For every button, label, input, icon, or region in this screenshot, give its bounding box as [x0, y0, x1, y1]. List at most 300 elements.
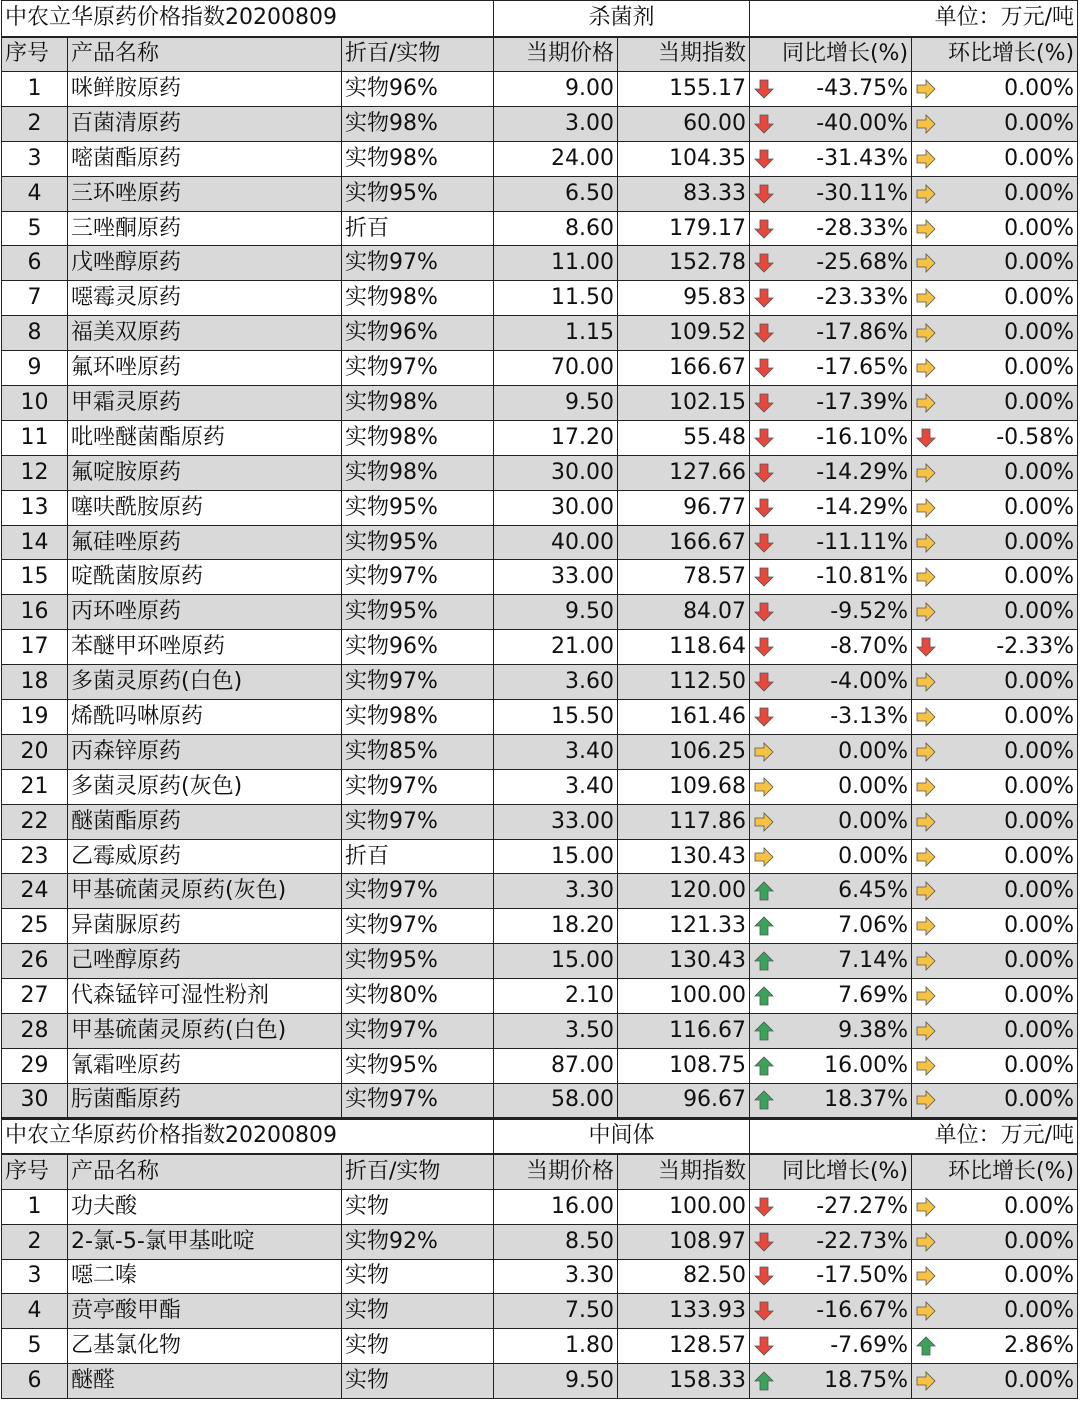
arrow-right-icon [915, 357, 937, 379]
yoy-change [750, 630, 912, 665]
mom-change [912, 944, 1078, 979]
product-name: 丙环唑原药 [68, 595, 342, 630]
yoy-change-value: -31.43% [816, 145, 909, 171]
header-yoy: 同比增长(%) [750, 1154, 912, 1189]
current-price: 6.50 [494, 176, 618, 211]
column-header-row [2, 37, 1078, 72]
arrow-right-icon [915, 322, 937, 344]
row-index: 18 [2, 665, 68, 700]
current-index: 95.83 [618, 281, 750, 316]
column-header-row [2, 1154, 1078, 1189]
mom-change [912, 316, 1078, 351]
table-row [2, 1364, 1078, 1399]
arrow-right-icon [915, 462, 937, 484]
mom-change-value: 0.00% [1004, 983, 1075, 1009]
product-name: 三环唑原药 [68, 176, 342, 211]
current-price: 18.20 [494, 909, 618, 944]
arrow-right-icon [915, 1089, 937, 1111]
yoy-change [750, 979, 912, 1014]
mom-change [912, 525, 1078, 560]
row-index: 9 [2, 351, 68, 386]
product-name: 多菌灵原药(白色) [68, 665, 342, 700]
product-name: 百菌清原药 [68, 106, 342, 141]
arrow-right-icon [915, 776, 937, 798]
purity-type: 实物97% [342, 804, 494, 839]
purity-type: 实物92% [342, 1224, 494, 1259]
current-index: 108.97 [618, 1224, 750, 1259]
mom-change-value: 0.00% [1004, 1193, 1075, 1219]
yoy-change-value: -8.70% [830, 634, 909, 660]
current-price: 3.50 [494, 1014, 618, 1049]
arrow-right-icon [915, 252, 937, 274]
mom-change-value: 0.00% [1004, 145, 1075, 171]
current-price: 30.00 [494, 455, 618, 490]
mom-change-value: 0.00% [1004, 878, 1075, 904]
current-index: 112.50 [618, 665, 750, 700]
row-index: 28 [2, 1014, 68, 1049]
yoy-change [750, 700, 912, 735]
arrow-right-icon [753, 846, 775, 868]
current-price: 15.00 [494, 944, 618, 979]
purity-type: 实物98% [342, 420, 494, 455]
table-row [2, 176, 1078, 211]
row-index: 3 [2, 141, 68, 176]
yoy-change [750, 525, 912, 560]
current-index: 83.33 [618, 176, 750, 211]
yoy-change [750, 316, 912, 351]
table-row [2, 246, 1078, 281]
current-price: 16.00 [494, 1189, 618, 1224]
mom-change [912, 490, 1078, 525]
arrow-up-icon [753, 915, 775, 937]
arrow-right-icon [753, 776, 775, 798]
yoy-change-value: -11.11% [816, 529, 909, 555]
arrow-down-icon [753, 252, 775, 274]
yoy-change-value: -4.00% [830, 669, 909, 695]
product-name: 三唑酮原药 [68, 211, 342, 246]
purity-type: 实物95% [342, 525, 494, 560]
table-row [2, 316, 1078, 351]
product-name: 代森锰锌可湿性粉剂 [68, 979, 342, 1014]
product-name: 醚醛 [68, 1364, 342, 1399]
product-name: 苯醚甲环唑原药 [68, 630, 342, 665]
arrow-right-icon [915, 1300, 937, 1322]
mom-change-value: 0.00% [1004, 773, 1075, 799]
purity-type: 实物 [342, 1329, 494, 1364]
purity-type: 实物96% [342, 72, 494, 107]
mom-change [912, 979, 1078, 1014]
current-price: 8.50 [494, 1224, 618, 1259]
current-index: 179.17 [618, 211, 750, 246]
mom-change [912, 1189, 1078, 1224]
mom-change [912, 665, 1078, 700]
table-row [2, 141, 1078, 176]
header-index: 序号 [2, 37, 68, 72]
table-row [2, 211, 1078, 246]
current-index: 166.67 [618, 351, 750, 386]
row-index: 7 [2, 281, 68, 316]
yoy-change [750, 734, 912, 769]
product-name: 乙基氯化物 [68, 1329, 342, 1364]
arrow-right-icon [753, 741, 775, 763]
mom-change [912, 72, 1078, 107]
product-name: 丙森锌原药 [68, 734, 342, 769]
mom-change-value: 0.00% [1004, 669, 1075, 695]
current-index: 120.00 [618, 874, 750, 909]
arrow-up-icon [753, 880, 775, 902]
mom-change [912, 1048, 1078, 1083]
row-index: 19 [2, 700, 68, 735]
table-row [2, 455, 1078, 490]
table-row [2, 1083, 1078, 1118]
yoy-change [750, 1329, 912, 1364]
mom-change-value: 0.00% [1004, 529, 1075, 555]
row-index: 2 [2, 1224, 68, 1259]
mom-change-value: 0.00% [1004, 738, 1075, 764]
header-price: 当期价格 [494, 37, 618, 72]
arrow-right-icon [915, 985, 937, 1007]
mom-change [912, 630, 1078, 665]
mom-change [912, 1014, 1078, 1049]
row-index: 10 [2, 386, 68, 421]
current-price: 30.00 [494, 490, 618, 525]
arrow-up-icon [753, 985, 775, 1007]
header-mom: 环比增长(%) [912, 37, 1078, 72]
current-price: 58.00 [494, 1083, 618, 1118]
yoy-change [750, 141, 912, 176]
yoy-change-value: -3.13% [830, 703, 909, 729]
row-index: 2 [2, 106, 68, 141]
arrow-down-icon [753, 218, 775, 240]
current-price: 3.30 [494, 874, 618, 909]
current-index: 109.52 [618, 316, 750, 351]
row-index: 13 [2, 490, 68, 525]
table-row [2, 1294, 1078, 1329]
row-index: 8 [2, 316, 68, 351]
yoy-change [750, 1364, 912, 1399]
purity-type: 实物98% [342, 455, 494, 490]
yoy-change-value: -17.39% [816, 389, 909, 415]
row-index: 5 [2, 211, 68, 246]
row-index: 26 [2, 944, 68, 979]
purity-type: 实物98% [342, 141, 494, 176]
yoy-change [750, 176, 912, 211]
mom-change-value: 0.00% [1004, 215, 1075, 241]
current-index: 117.86 [618, 804, 750, 839]
category-label: 杀菌剂 [494, 1, 750, 37]
row-index: 15 [2, 560, 68, 595]
price-index-sheet [1, 0, 1079, 1399]
header-price: 当期价格 [494, 1154, 618, 1189]
arrow-right-icon [915, 183, 937, 205]
mom-change-value: 0.00% [1004, 285, 1075, 311]
mom-change [912, 211, 1078, 246]
product-name: 功夫酸 [68, 1189, 342, 1224]
sheet-title: 中农立华原药价格指数20200809 [2, 1118, 494, 1154]
product-name: 嘧菌酯原药 [68, 141, 342, 176]
arrow-right-icon [915, 287, 937, 309]
header-index: 序号 [2, 1154, 68, 1189]
product-name: 醚菌酯原药 [68, 804, 342, 839]
table-row [2, 560, 1078, 595]
mom-change-value: 2.86% [1004, 1333, 1075, 1359]
yoy-change-value: -14.29% [816, 459, 909, 485]
current-price: 33.00 [494, 560, 618, 595]
purity-type: 折百 [342, 211, 494, 246]
yoy-change-value: -10.81% [816, 564, 909, 590]
product-name: 吡唑醚菌酯原药 [68, 420, 342, 455]
arrow-right-icon [915, 1265, 937, 1287]
current-price: 24.00 [494, 141, 618, 176]
mom-change-value: 0.00% [1004, 808, 1075, 834]
row-index: 22 [2, 804, 68, 839]
mom-change [912, 769, 1078, 804]
purity-type: 实物96% [342, 630, 494, 665]
current-price: 1.15 [494, 316, 618, 351]
product-name: 咪鲜胺原药 [68, 72, 342, 107]
current-price: 3.40 [494, 734, 618, 769]
arrow-right-icon [915, 497, 937, 519]
purity-type: 实物97% [342, 351, 494, 386]
arrow-down-icon [915, 427, 937, 449]
arrow-right-icon [753, 811, 775, 833]
product-name: 乙霉威原药 [68, 839, 342, 874]
mom-change-value: 0.00% [1004, 1052, 1075, 1078]
row-index: 21 [2, 769, 68, 804]
current-index: 116.67 [618, 1014, 750, 1049]
yoy-change [750, 246, 912, 281]
product-name: 噁霉灵原药 [68, 281, 342, 316]
purity-type: 实物97% [342, 246, 494, 281]
arrow-down-icon [753, 1196, 775, 1218]
current-index: 82.50 [618, 1259, 750, 1294]
table-row [2, 1048, 1078, 1083]
header-type: 折百/实物 [342, 37, 494, 72]
row-index: 12 [2, 455, 68, 490]
row-index: 30 [2, 1083, 68, 1118]
mom-change [912, 1224, 1078, 1259]
row-index: 5 [2, 1329, 68, 1364]
purity-type: 实物85% [342, 734, 494, 769]
arrow-down-icon [753, 601, 775, 623]
product-name: 贲亭酸甲酯 [68, 1294, 342, 1329]
current-index: 130.43 [618, 944, 750, 979]
yoy-change [750, 909, 912, 944]
arrow-right-icon [915, 671, 937, 693]
product-name: 福美双原药 [68, 316, 342, 351]
purity-type: 实物97% [342, 769, 494, 804]
purity-type: 实物95% [342, 944, 494, 979]
product-name: 噻呋酰胺原药 [68, 490, 342, 525]
yoy-change [750, 1294, 912, 1329]
current-index: 96.67 [618, 1083, 750, 1118]
arrow-right-icon [915, 811, 937, 833]
product-name: 氟硅唑原药 [68, 525, 342, 560]
purity-type: 实物97% [342, 874, 494, 909]
current-index: 78.57 [618, 560, 750, 595]
yoy-change-value: -16.67% [816, 1298, 909, 1324]
arrow-down-icon [753, 287, 775, 309]
yoy-change-value: -28.33% [816, 215, 909, 241]
mom-change-value: 0.00% [1004, 1298, 1075, 1324]
product-name: 氰霜唑原药 [68, 1048, 342, 1083]
row-index: 1 [2, 1189, 68, 1224]
mom-change-value: 0.00% [1004, 180, 1075, 206]
table-row [2, 979, 1078, 1014]
section-title-row [2, 1118, 1078, 1154]
mom-change [912, 141, 1078, 176]
table-row [2, 420, 1078, 455]
row-index: 1 [2, 72, 68, 107]
arrow-up-icon [753, 1370, 775, 1392]
arrow-up-icon [753, 1089, 775, 1111]
current-price: 33.00 [494, 804, 618, 839]
current-index: 106.25 [618, 734, 750, 769]
table-row [2, 874, 1078, 909]
product-name: 噁二嗪 [68, 1259, 342, 1294]
product-name: 戊唑醇原药 [68, 246, 342, 281]
purity-type: 实物95% [342, 1048, 494, 1083]
yoy-change [750, 106, 912, 141]
yoy-change [750, 420, 912, 455]
current-index: 118.64 [618, 630, 750, 665]
arrow-down-icon [753, 183, 775, 205]
row-index: 11 [2, 420, 68, 455]
table-row [2, 1189, 1078, 1224]
product-name: 氟啶胺原药 [68, 455, 342, 490]
arrow-right-icon [915, 741, 937, 763]
current-index: 133.93 [618, 1294, 750, 1329]
product-name: 氟环唑原药 [68, 351, 342, 386]
yoy-change-value: -9.52% [830, 599, 909, 625]
arrow-right-icon [915, 218, 937, 240]
current-price: 70.00 [494, 351, 618, 386]
current-index: 84.07 [618, 595, 750, 630]
mom-change [912, 386, 1078, 421]
arrow-down-icon [915, 636, 937, 658]
purity-type: 实物 [342, 1259, 494, 1294]
current-price: 15.00 [494, 839, 618, 874]
arrow-right-icon [915, 1020, 937, 1042]
table-row [2, 1224, 1078, 1259]
table-row [2, 665, 1078, 700]
yoy-change-value: -40.00% [816, 110, 909, 136]
current-price: 11.50 [494, 281, 618, 316]
product-name: 肟菌酯原药 [68, 1083, 342, 1118]
yoy-change-value: 6.45% [838, 878, 909, 904]
product-name: 甲基硫菌灵原药(白色) [68, 1014, 342, 1049]
current-price: 7.50 [494, 1294, 618, 1329]
table-row [2, 281, 1078, 316]
arrow-down-icon [753, 671, 775, 693]
header-mom: 环比增长(%) [912, 1154, 1078, 1189]
current-index: 96.77 [618, 490, 750, 525]
mom-change-value: 0.00% [1004, 703, 1075, 729]
current-index: 55.48 [618, 420, 750, 455]
table-row [2, 839, 1078, 874]
arrow-right-icon [915, 148, 937, 170]
current-price: 17.20 [494, 420, 618, 455]
yoy-change [750, 351, 912, 386]
current-index: 130.43 [618, 839, 750, 874]
current-price: 3.30 [494, 1259, 618, 1294]
current-index: 100.00 [618, 979, 750, 1014]
product-name: 烯酰吗啉原药 [68, 700, 342, 735]
category-label: 中间体 [494, 1118, 750, 1154]
mom-change [912, 804, 1078, 839]
yoy-change-value: -17.65% [816, 355, 909, 381]
row-index: 3 [2, 1259, 68, 1294]
current-price: 3.00 [494, 106, 618, 141]
mom-change-value: -0.58% [996, 424, 1075, 450]
arrow-down-icon [753, 497, 775, 519]
header-yoy: 同比增长(%) [750, 37, 912, 72]
current-index: 60.00 [618, 106, 750, 141]
arrow-right-icon [915, 601, 937, 623]
yoy-change-value: 0.00% [838, 843, 909, 869]
section-title-row [2, 1, 1078, 37]
current-index: 158.33 [618, 1364, 750, 1399]
row-index: 25 [2, 909, 68, 944]
current-index: 100.00 [618, 1189, 750, 1224]
arrow-right-icon [915, 706, 937, 728]
current-index: 128.57 [618, 1329, 750, 1364]
arrow-right-icon [915, 1196, 937, 1218]
current-index: 104.35 [618, 141, 750, 176]
product-name: 啶酰菌胺原药 [68, 560, 342, 595]
purity-type: 实物97% [342, 1014, 494, 1049]
purity-type: 实物97% [342, 665, 494, 700]
purity-type: 折百 [342, 839, 494, 874]
current-price: 21.00 [494, 630, 618, 665]
purity-type: 实物97% [342, 1083, 494, 1118]
yoy-change-value: -16.10% [816, 424, 909, 450]
current-price: 1.80 [494, 1329, 618, 1364]
yoy-change [750, 281, 912, 316]
table-row [2, 630, 1078, 665]
purity-type: 实物98% [342, 700, 494, 735]
yoy-change-value: 18.37% [824, 1087, 909, 1113]
mom-change-value: 0.00% [1004, 948, 1075, 974]
yoy-change-value: 9.38% [838, 1017, 909, 1043]
row-index: 14 [2, 525, 68, 560]
mom-change-value: 0.00% [1004, 1087, 1075, 1113]
current-price: 9.00 [494, 72, 618, 107]
mom-change [912, 351, 1078, 386]
mom-change [912, 281, 1078, 316]
purity-type: 实物95% [342, 176, 494, 211]
yoy-change-value: 16.00% [824, 1052, 909, 1078]
mom-change [912, 420, 1078, 455]
arrow-down-icon [753, 427, 775, 449]
yoy-change [750, 769, 912, 804]
current-index: 127.66 [618, 455, 750, 490]
yoy-change [750, 595, 912, 630]
arrow-down-icon [753, 566, 775, 588]
arrow-right-icon [915, 1370, 937, 1392]
arrow-right-icon [915, 566, 937, 588]
current-index: 166.67 [618, 525, 750, 560]
product-name: 多菌灵原药(灰色) [68, 769, 342, 804]
arrow-right-icon [915, 950, 937, 972]
table-row [2, 1259, 1078, 1294]
mom-change-value: 0.00% [1004, 320, 1075, 346]
yoy-change [750, 839, 912, 874]
yoy-change [750, 944, 912, 979]
arrow-right-icon [915, 846, 937, 868]
product-name: 甲霜灵原药 [68, 386, 342, 421]
current-price: 87.00 [494, 1048, 618, 1083]
